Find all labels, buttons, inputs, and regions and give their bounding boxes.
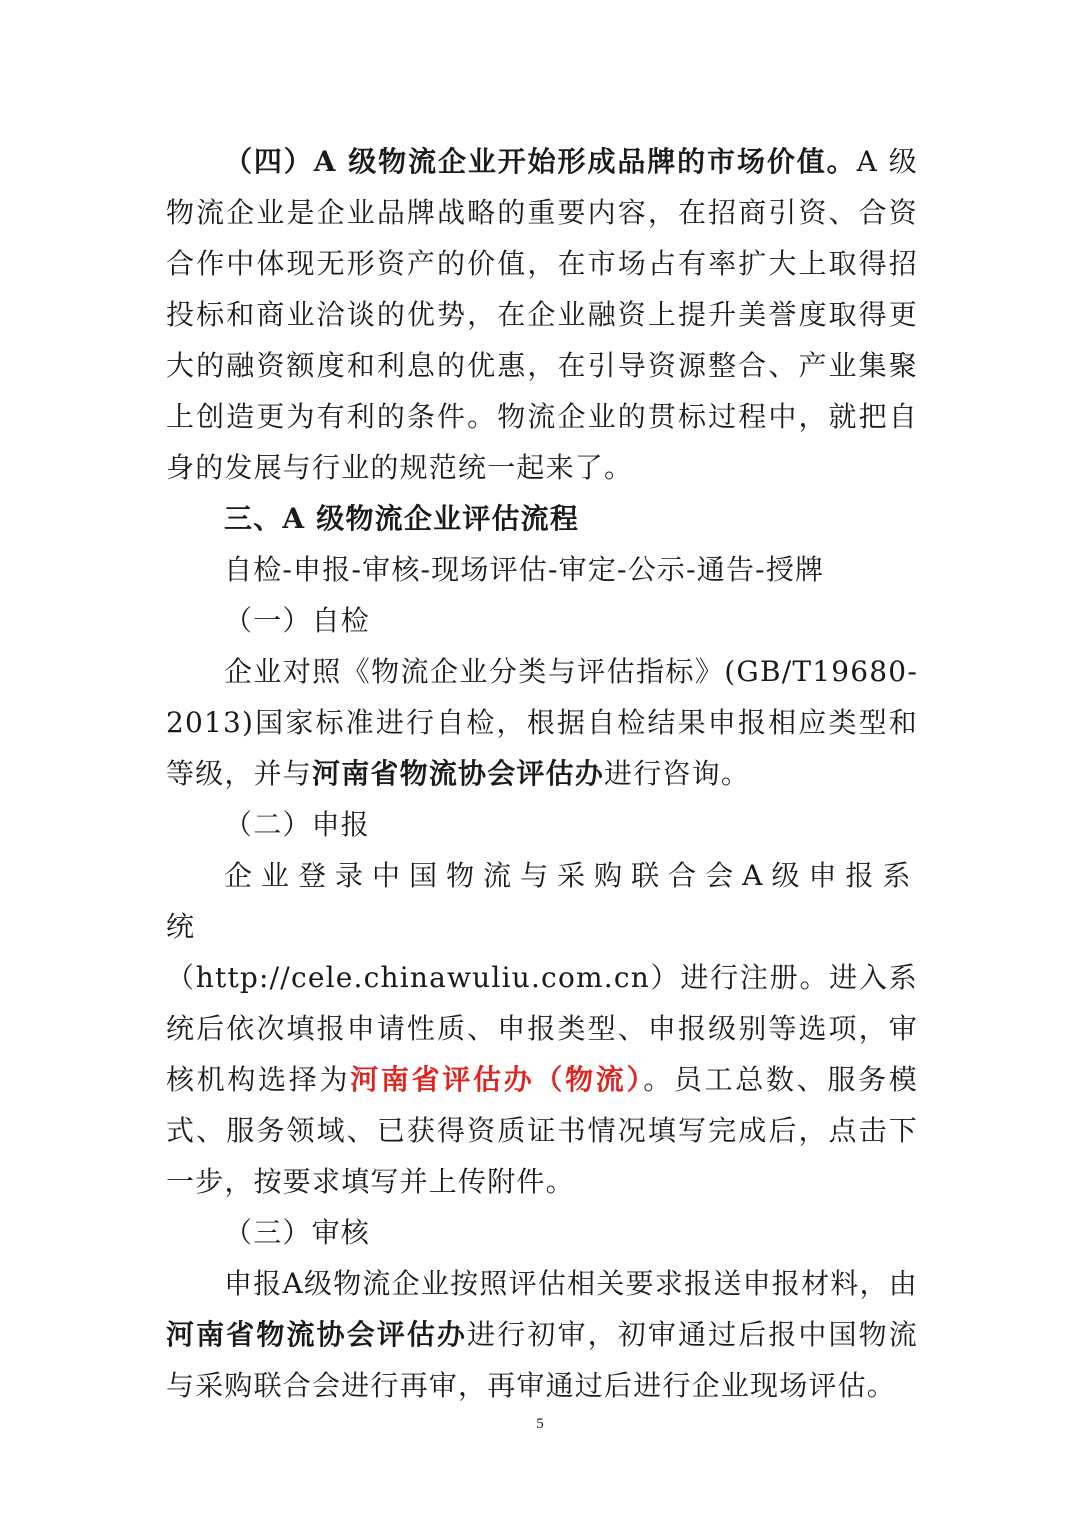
step-2-text-before: （http://cele.chinawuliu.com.cn）进行注册。进入系统后依次填报申请性质、申报类型、申报级别等选项，审核机构选择为 <box>166 961 918 1096</box>
section-4-body: A 级物流企业是企业品牌战略的重要内容，在招商引资、合资合作中体现无形资产的价值，在市场占有率扩大上取得招投标和商业洽谈的优势，在企业融资上提升美誉度取得更大的融资额度和利息的优惠，在引导资源整合、产业集聚上创造更为有利的条件。物流企业的贯标过程中，就把自身的发展与行业的规范统一起来了。 <box>166 145 918 484</box>
step-3-text-before: 申报A级物流企业按照评估相关要求报送申报材料，由 <box>224 1267 918 1300</box>
step-1-paragraph <box>166 646 918 799</box>
step-2-line-1: 企业登录中国物流与采购联合会A级申报系统 <box>166 859 918 943</box>
page-number: 5 <box>536 1416 544 1432</box>
step-1-text-after: 进行咨询。 <box>604 757 751 790</box>
step-1-org: 河南省物流协会评估办 <box>312 757 605 790</box>
step-1-text-before: 企业对照《物流企业分类与评估指标》(GB/T19680-2013)国家标准进行自检，根据自检结果申报相应类型和等级，并与 <box>166 655 918 790</box>
step-2-text-after: 。员工总数、服务模式、服务领域、已获得资质证书情况填写完成后，点击下一步，按要求填写并上传附件。 <box>166 1063 918 1198</box>
evaluation-flow: 自检-申报-审核-现场评估-审定-公示-通告-授牌 <box>224 553 825 586</box>
step-2-paragraph <box>166 952 918 1207</box>
step-3-paragraph <box>166 1258 918 1411</box>
step-2-title: （二）申报 <box>224 808 371 841</box>
document-body <box>166 136 918 1411</box>
step-2-org-highlight: 河南省评估办（物流） <box>350 1063 644 1096</box>
section-4-heading: （四）A 级物流企业开始形成品牌的市场价值。 <box>224 145 857 178</box>
step-1-title: （一）自检 <box>224 604 371 637</box>
step-3-text-after: 进行初审，初审通过后报中国物流与采购联合会进行再审，再审通过后进行企业现场评估。 <box>166 1318 918 1402</box>
step-3-title: （三）审核 <box>224 1216 371 1249</box>
step-3-org: 河南省物流协会评估办 <box>166 1318 468 1351</box>
section-4-paragraph <box>166 136 918 493</box>
section-three-heading: 三、A 级物流企业评估流程 <box>224 502 580 535</box>
